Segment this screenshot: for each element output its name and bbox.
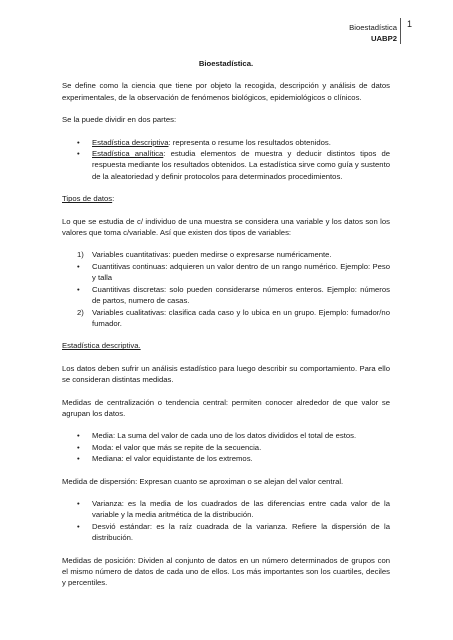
desc-intro: Los datos deben sufrir un análisis estadístico para luego describir su comportamiento. Para ello se consideran distintas medidas. bbox=[62, 363, 390, 385]
central-intro: Medidas de centralización o tendencia central: permiten conocer alrededor de que valor se agrupan los datos. bbox=[62, 397, 390, 418]
dispersion-intro: Medida de dispersión: Expresan cuanto se aproximan o se alejan del valor central. bbox=[62, 476, 344, 486]
list-item bbox=[62, 284, 390, 307]
header-title: Bioestadística bbox=[349, 23, 397, 32]
tipos-heading-text: Tipos de datos bbox=[62, 194, 113, 204]
tipos-intro: Lo que se estudia de c/ individuo de una muestra se considera una variable y los datos son los valores que toma c/variable. Así que existen dos tipos de variables: bbox=[62, 216, 390, 238]
part-term: Estadística descriptiva bbox=[92, 137, 169, 147]
list-item bbox=[62, 442, 390, 453]
bullet-icon: • bbox=[77, 431, 80, 441]
desc-heading bbox=[62, 340, 390, 351]
list-item-text: Cuantitivas discretas: solo pueden considerarse números enteros. Ejemplo: números de partos, numero de casas. bbox=[92, 284, 390, 306]
parts-list bbox=[62, 137, 390, 183]
header-subtitle: UABP2 bbox=[370, 34, 397, 43]
tipos-heading-colon: : bbox=[112, 194, 115, 204]
bullet-icon: • bbox=[77, 137, 80, 147]
document-title: Bioestadística. bbox=[198, 59, 254, 68]
bullet-icon: • bbox=[77, 149, 80, 159]
list-item-text: Variables cuantitativas: pueden medirse o expresarse numéricamente. bbox=[92, 250, 332, 260]
list-item bbox=[62, 249, 390, 260]
list-item bbox=[62, 148, 390, 182]
document-body bbox=[62, 58, 390, 600]
dispersion-list bbox=[62, 498, 390, 544]
bullet-icon: • bbox=[77, 261, 80, 271]
list-item-text: Variables cualitativas: clasifica cada caso y lo ubica en un grupo. Ejemplo: fumador/no fumador. bbox=[92, 307, 390, 328]
list-item bbox=[62, 137, 390, 148]
bullet-icon: • bbox=[77, 442, 80, 452]
intro-paragraph: Se define como la ciencia que tiene por objeto la recogida, descripción y análisis de datos experimentales, de la observación de fenómenos biológicos, epidemiológicos o clínicos. bbox=[62, 81, 390, 102]
types-list bbox=[62, 249, 390, 329]
list-item-text: Media: La suma del valor de cada uno de los datos divididos el total de estos. bbox=[92, 431, 357, 441]
part-term: Estadística analítica bbox=[92, 149, 164, 159]
part-text: : estudia elementos de muestra y deducir distintos tipos de respuesta mediante los resultados obtenidos. La estadística sirve como guía y sustento de la aleatoriedad y definir protocolos para determinados procedimientos. bbox=[92, 149, 391, 181]
list-item bbox=[62, 498, 390, 521]
bullet-icon: • bbox=[77, 498, 80, 508]
part-text: : representa o resume los resultados obtenidos. bbox=[168, 137, 331, 147]
bullet-icon: • bbox=[77, 521, 80, 531]
list-item-text: Desvió estándar: es la raíz cuadrada de la varianza. Refiere la dispersión de la distribución. bbox=[92, 521, 390, 543]
list-item-text: Varianza: es la media de los cuadrados de las diferencias entre cada valor de la variable y la media aritmética de la distribución. bbox=[92, 498, 390, 520]
page-header bbox=[349, 22, 397, 44]
list-item bbox=[62, 307, 390, 330]
list-marker: 2) bbox=[77, 307, 84, 317]
list-item-text: Moda: el valor que más se repite de la secuencia. bbox=[92, 442, 262, 452]
page-number: 1 bbox=[400, 18, 421, 44]
position-paragraph: Medidas de posición: Dividen al conjunto de datos en un número determinados de grupos con el mismo número de datos de cada uno de ellos. Los más importantes son los cuartiles, deciles y percentiles. bbox=[62, 555, 390, 588]
bullet-icon: • bbox=[77, 454, 80, 464]
list-item bbox=[62, 261, 390, 284]
division-intro: Se la puede dividir en dos partes: bbox=[62, 115, 177, 125]
bullet-icon: • bbox=[77, 284, 80, 294]
list-item bbox=[62, 430, 390, 441]
desc-heading-text: Estadística descriptiva. bbox=[62, 341, 141, 351]
tipos-heading bbox=[62, 193, 390, 204]
list-marker: 1) bbox=[77, 250, 84, 260]
central-list bbox=[62, 430, 390, 464]
list-item-text: Cuantitivas continuas: adquieren un valor dentro de un rango numérico. Ejemplo: Peso y talla bbox=[92, 261, 390, 283]
list-item bbox=[62, 453, 390, 464]
list-item-text: Mediana: el valor equidistante de los extremos. bbox=[92, 454, 253, 464]
list-item bbox=[62, 521, 390, 544]
